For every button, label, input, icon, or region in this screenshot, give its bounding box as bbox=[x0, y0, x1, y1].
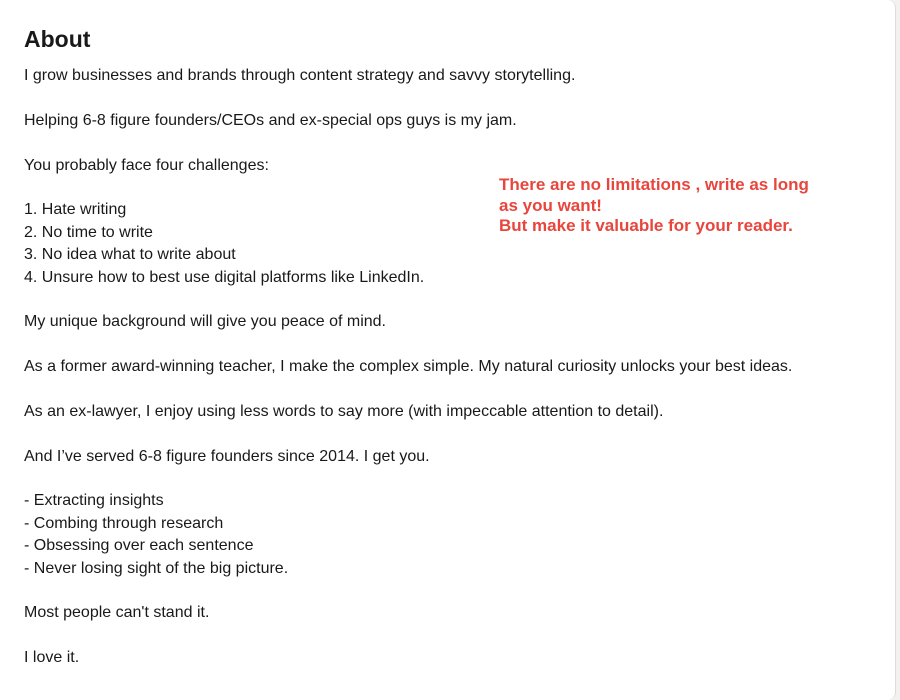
about-paragraph: Most people can't stand it. bbox=[24, 604, 210, 622]
about-text bbox=[24, 65, 864, 670]
about-paragraph: As a former award-winning teacher, I make the complex simple. My natural curiosity unlocks your best ideas. bbox=[24, 358, 793, 376]
trait-list-item: - Never losing sight of the big picture. bbox=[24, 559, 289, 577]
challenge-list-item: 1. Hate writing bbox=[24, 201, 127, 219]
about-paragraph: As an ex-lawyer, I enjoy using less words to say more (with impeccable attention to detail). bbox=[24, 402, 664, 420]
challenge-list-item: 3. No idea what to write about bbox=[24, 246, 236, 264]
trait-list-item: - Extracting insights bbox=[24, 492, 164, 510]
trait-list-item: - Combing through research bbox=[24, 514, 224, 532]
about-paragraph: And I’ve served 6-8 figure founders since 2014. I get you. bbox=[24, 447, 430, 465]
about-paragraph: I grow businesses and brands through content strategy and savvy storytelling. bbox=[24, 67, 576, 84]
about-paragraph: Helping 6-8 figure founders/CEOs and ex-special ops guys is my jam. bbox=[24, 111, 517, 129]
about-paragraph: You probably face four challenges: bbox=[24, 156, 269, 174]
annotation-line: as you want! bbox=[499, 195, 602, 215]
annotation-note bbox=[499, 175, 869, 237]
about-paragraph: My unique background will give you peace of mind. bbox=[24, 313, 386, 331]
about-title: About bbox=[24, 26, 91, 52]
annotation-line: There are no limitations , write as long bbox=[499, 175, 809, 194]
about-paragraph: I love it. bbox=[24, 649, 80, 667]
annotation-line: But make it valuable for your reader. bbox=[499, 216, 793, 235]
challenge-list-item: 2. No time to write bbox=[24, 223, 153, 241]
trait-list-item: - Obsessing over each sentence bbox=[24, 537, 254, 555]
challenge-list-item: 4. Unsure how to best use digital platforms like LinkedIn. bbox=[24, 268, 425, 286]
